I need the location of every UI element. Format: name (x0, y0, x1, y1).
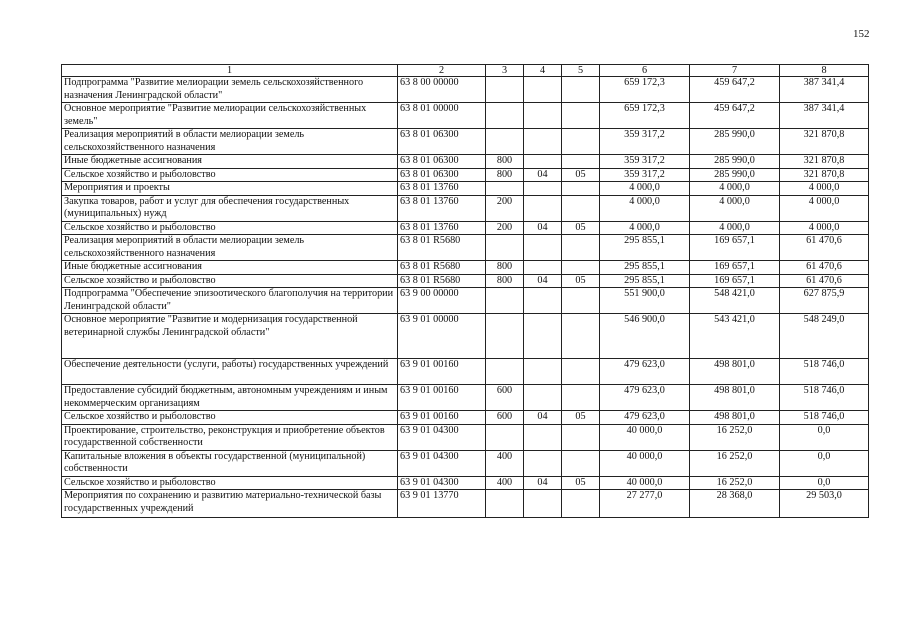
amount-col6-cell: 295 855,1 (600, 261, 690, 275)
target-code-cell: 63 9 01 00160 (398, 359, 486, 385)
subsection-cell (562, 155, 600, 169)
row-name-cell: Предоставление субсидий бюджетным, автономным учреждениям и иным некоммерческим организациям (62, 385, 398, 411)
expense-type-cell: 800 (486, 261, 524, 275)
subsection-cell (562, 424, 600, 450)
amount-col6-cell: 546 900,0 (600, 314, 690, 359)
table-row (62, 103, 869, 129)
amount-col6-cell: 40 000,0 (600, 450, 690, 476)
amount-col6-cell: 4 000,0 (600, 182, 690, 196)
header-cell: 7 (690, 65, 780, 77)
table-row (62, 424, 869, 450)
table-row (62, 450, 869, 476)
target-code-cell: 63 8 01 R5680 (398, 235, 486, 261)
header-cell: 8 (780, 65, 869, 77)
section-cell (524, 385, 562, 411)
subsection-cell (562, 195, 600, 221)
table-row (62, 221, 869, 235)
row-name-cell: Проектирование, строительство, реконструкция и приобретение объектов государственной собственности (62, 424, 398, 450)
expense-type-cell: 200 (486, 221, 524, 235)
target-code-cell: 63 8 01 R5680 (398, 261, 486, 275)
subsection-cell (562, 261, 600, 275)
row-name-cell: Основное мероприятие "Развитие и модернизация государственной ветеринарной службы Ленинградской области" (62, 314, 398, 359)
amount-col8-cell: 61 470,6 (780, 235, 869, 261)
target-code-cell: 63 9 01 00000 (398, 314, 486, 359)
amount-col6-cell: 27 277,0 (600, 490, 690, 518)
section-cell: 04 (524, 476, 562, 490)
amount-col6-cell: 659 172,3 (600, 103, 690, 129)
amount-col8-cell: 4 000,0 (780, 221, 869, 235)
table-row (62, 314, 869, 359)
header-cell: 2 (398, 65, 486, 77)
amount-col6-cell: 479 623,0 (600, 385, 690, 411)
budget-table (61, 64, 869, 518)
amount-col7-cell: 169 657,1 (690, 274, 780, 288)
section-cell (524, 424, 562, 450)
amount-col8-cell: 387 341,4 (780, 103, 869, 129)
target-code-cell: 63 9 01 13770 (398, 490, 486, 518)
row-name-cell: Иные бюджетные ассигнования (62, 155, 398, 169)
expense-type-cell: 800 (486, 274, 524, 288)
row-name-cell: Реализация мероприятий в области мелиорации земель сельскохозяйственного назначения (62, 235, 398, 261)
subsection-cell: 05 (562, 221, 600, 235)
row-name-cell: Подпрограмма "Развитие мелиорации земель сельскохозяйственного назначения Ленинградской области" (62, 77, 398, 103)
amount-col6-cell: 40 000,0 (600, 476, 690, 490)
subsection-cell (562, 490, 600, 518)
amount-col7-cell: 285 990,0 (690, 168, 780, 182)
amount-col8-cell: 321 870,8 (780, 129, 869, 155)
row-name-cell: Основное мероприятие "Развитие мелиорации сельскохозяйственных земель" (62, 103, 398, 129)
section-cell (524, 490, 562, 518)
subsection-cell: 05 (562, 411, 600, 425)
section-cell (524, 129, 562, 155)
expense-type-cell: 600 (486, 411, 524, 425)
section-cell: 04 (524, 168, 562, 182)
subsection-cell (562, 182, 600, 196)
expense-type-cell (486, 359, 524, 385)
amount-col8-cell: 61 470,6 (780, 274, 869, 288)
table-row (62, 168, 869, 182)
header-cell: 4 (524, 65, 562, 77)
target-code-cell: 63 9 01 04300 (398, 424, 486, 450)
amount-col6-cell: 479 623,0 (600, 411, 690, 425)
section-cell (524, 359, 562, 385)
target-code-cell: 63 8 01 06300 (398, 168, 486, 182)
row-name-cell: Капитальные вложения в объекты государственной (муниципальной) собственности (62, 450, 398, 476)
expense-type-cell: 400 (486, 476, 524, 490)
section-cell (524, 182, 562, 196)
amount-col8-cell: 627 875,9 (780, 288, 869, 314)
row-name-cell: Мероприятия по сохранению и развитию материально-технической базы государственных учреждений (62, 490, 398, 518)
section-cell (524, 77, 562, 103)
target-code-cell: 63 8 01 13760 (398, 195, 486, 221)
expense-type-cell (486, 424, 524, 450)
expense-type-cell (486, 288, 524, 314)
section-cell (524, 261, 562, 275)
target-code-cell: 63 8 01 06300 (398, 129, 486, 155)
target-code-cell: 63 8 00 00000 (398, 77, 486, 103)
expense-type-cell (486, 235, 524, 261)
table-row (62, 385, 869, 411)
section-cell (524, 195, 562, 221)
target-code-cell: 63 8 01 06300 (398, 155, 486, 169)
amount-col7-cell: 4 000,0 (690, 182, 780, 196)
amount-col8-cell: 518 746,0 (780, 411, 869, 425)
amount-col7-cell: 4 000,0 (690, 195, 780, 221)
subsection-cell: 05 (562, 476, 600, 490)
amount-col7-cell: 498 801,0 (690, 385, 780, 411)
section-cell (524, 155, 562, 169)
table-row (62, 129, 869, 155)
amount-col8-cell: 518 746,0 (780, 359, 869, 385)
table-row (62, 359, 869, 385)
amount-col8-cell: 518 746,0 (780, 385, 869, 411)
subsection-cell (562, 103, 600, 129)
expense-type-cell: 800 (486, 168, 524, 182)
expense-type-cell (486, 77, 524, 103)
amount-col7-cell: 16 252,0 (690, 450, 780, 476)
amount-col6-cell: 479 623,0 (600, 359, 690, 385)
table-row (62, 182, 869, 196)
expense-type-cell (486, 490, 524, 518)
amount-col6-cell: 359 317,2 (600, 129, 690, 155)
subsection-cell (562, 235, 600, 261)
table-row (62, 77, 869, 103)
table-row (62, 155, 869, 169)
amount-col7-cell: 498 801,0 (690, 411, 780, 425)
expense-type-cell (486, 314, 524, 359)
row-name-cell: Закупка товаров, работ и услуг для обеспечения государственных (муниципальных) нужд (62, 195, 398, 221)
row-name-cell: Сельское хозяйство и рыболовство (62, 411, 398, 425)
row-name-cell: Сельское хозяйство и рыболовство (62, 168, 398, 182)
section-cell (524, 235, 562, 261)
amount-col7-cell: 459 647,2 (690, 77, 780, 103)
header-cell: 5 (562, 65, 600, 77)
table-row (62, 261, 869, 275)
subsection-cell: 05 (562, 274, 600, 288)
row-name-cell: Мероприятия и проекты (62, 182, 398, 196)
expense-type-cell (486, 129, 524, 155)
amount-col7-cell: 543 421,0 (690, 314, 780, 359)
row-name-cell: Реализация мероприятий в области мелиорации земель сельскохозяйственного назначения (62, 129, 398, 155)
amount-col8-cell: 0,0 (780, 450, 869, 476)
amount-col6-cell: 4 000,0 (600, 221, 690, 235)
subsection-cell (562, 385, 600, 411)
header-cell: 3 (486, 65, 524, 77)
section-cell (524, 103, 562, 129)
section-cell (524, 288, 562, 314)
amount-col7-cell: 285 990,0 (690, 155, 780, 169)
amount-col7-cell: 548 421,0 (690, 288, 780, 314)
amount-col8-cell: 61 470,6 (780, 261, 869, 275)
subsection-cell: 05 (562, 168, 600, 182)
target-code-cell: 63 9 01 00160 (398, 385, 486, 411)
expense-type-cell: 800 (486, 155, 524, 169)
page-number: 152 (853, 28, 870, 40)
section-cell (524, 450, 562, 476)
amount-col6-cell: 659 172,3 (600, 77, 690, 103)
amount-col6-cell: 40 000,0 (600, 424, 690, 450)
table-row (62, 288, 869, 314)
target-code-cell: 63 8 01 R5680 (398, 274, 486, 288)
subsection-cell (562, 77, 600, 103)
amount-col6-cell: 295 855,1 (600, 274, 690, 288)
target-code-cell: 63 9 01 04300 (398, 450, 486, 476)
amount-col8-cell: 387 341,4 (780, 77, 869, 103)
amount-col8-cell: 4 000,0 (780, 182, 869, 196)
amount-col7-cell: 16 252,0 (690, 476, 780, 490)
amount-col6-cell: 4 000,0 (600, 195, 690, 221)
amount-col6-cell: 359 317,2 (600, 168, 690, 182)
section-cell: 04 (524, 274, 562, 288)
amount-col8-cell: 321 870,8 (780, 168, 869, 182)
amount-col6-cell: 359 317,2 (600, 155, 690, 169)
amount-col7-cell: 28 368,0 (690, 490, 780, 518)
expense-type-cell: 600 (486, 385, 524, 411)
header-cell: 6 (600, 65, 690, 77)
amount-col8-cell: 321 870,8 (780, 155, 869, 169)
subsection-cell (562, 314, 600, 359)
row-name-cell: Сельское хозяйство и рыболовство (62, 221, 398, 235)
target-code-cell: 63 8 01 13760 (398, 182, 486, 196)
expense-type-cell (486, 103, 524, 129)
subsection-cell (562, 129, 600, 155)
amount-col6-cell: 551 900,0 (600, 288, 690, 314)
expense-type-cell (486, 182, 524, 196)
amount-col7-cell: 169 657,1 (690, 235, 780, 261)
target-code-cell: 63 9 01 04300 (398, 476, 486, 490)
amount-col7-cell: 4 000,0 (690, 221, 780, 235)
table-row (62, 274, 869, 288)
amount-col8-cell: 4 000,0 (780, 195, 869, 221)
target-code-cell: 63 8 01 00000 (398, 103, 486, 129)
table-row (62, 235, 869, 261)
subsection-cell (562, 450, 600, 476)
expense-type-cell: 200 (486, 195, 524, 221)
row-name-cell: Иные бюджетные ассигнования (62, 261, 398, 275)
section-cell: 04 (524, 221, 562, 235)
table-row (62, 490, 869, 518)
amount-col6-cell: 295 855,1 (600, 235, 690, 261)
amount-col8-cell: 0,0 (780, 424, 869, 450)
table-row (62, 195, 869, 221)
amount-col7-cell: 169 657,1 (690, 261, 780, 275)
section-cell: 04 (524, 411, 562, 425)
row-name-cell: Сельское хозяйство и рыболовство (62, 476, 398, 490)
amount-col7-cell: 285 990,0 (690, 129, 780, 155)
row-name-cell: Обеспечение деятельности (услуги, работы) государственных учреждений (62, 359, 398, 385)
header-cell: 1 (62, 65, 398, 77)
amount-col7-cell: 498 801,0 (690, 359, 780, 385)
expense-type-cell: 400 (486, 450, 524, 476)
section-cell (524, 314, 562, 359)
amount-col8-cell: 29 503,0 (780, 490, 869, 518)
row-name-cell: Подпрограмма "Обеспечение эпизоотического благополучия на территории Ленинградской области" (62, 288, 398, 314)
subsection-cell (562, 359, 600, 385)
subsection-cell (562, 288, 600, 314)
table-row (62, 411, 869, 425)
amount-col7-cell: 459 647,2 (690, 103, 780, 129)
table-header-row (62, 65, 869, 77)
target-code-cell: 63 9 00 00000 (398, 288, 486, 314)
amount-col8-cell: 548 249,0 (780, 314, 869, 359)
target-code-cell: 63 8 01 13760 (398, 221, 486, 235)
row-name-cell: Сельское хозяйство и рыболовство (62, 274, 398, 288)
target-code-cell: 63 9 01 00160 (398, 411, 486, 425)
amount-col8-cell: 0,0 (780, 476, 869, 490)
table-row (62, 476, 869, 490)
amount-col7-cell: 16 252,0 (690, 424, 780, 450)
